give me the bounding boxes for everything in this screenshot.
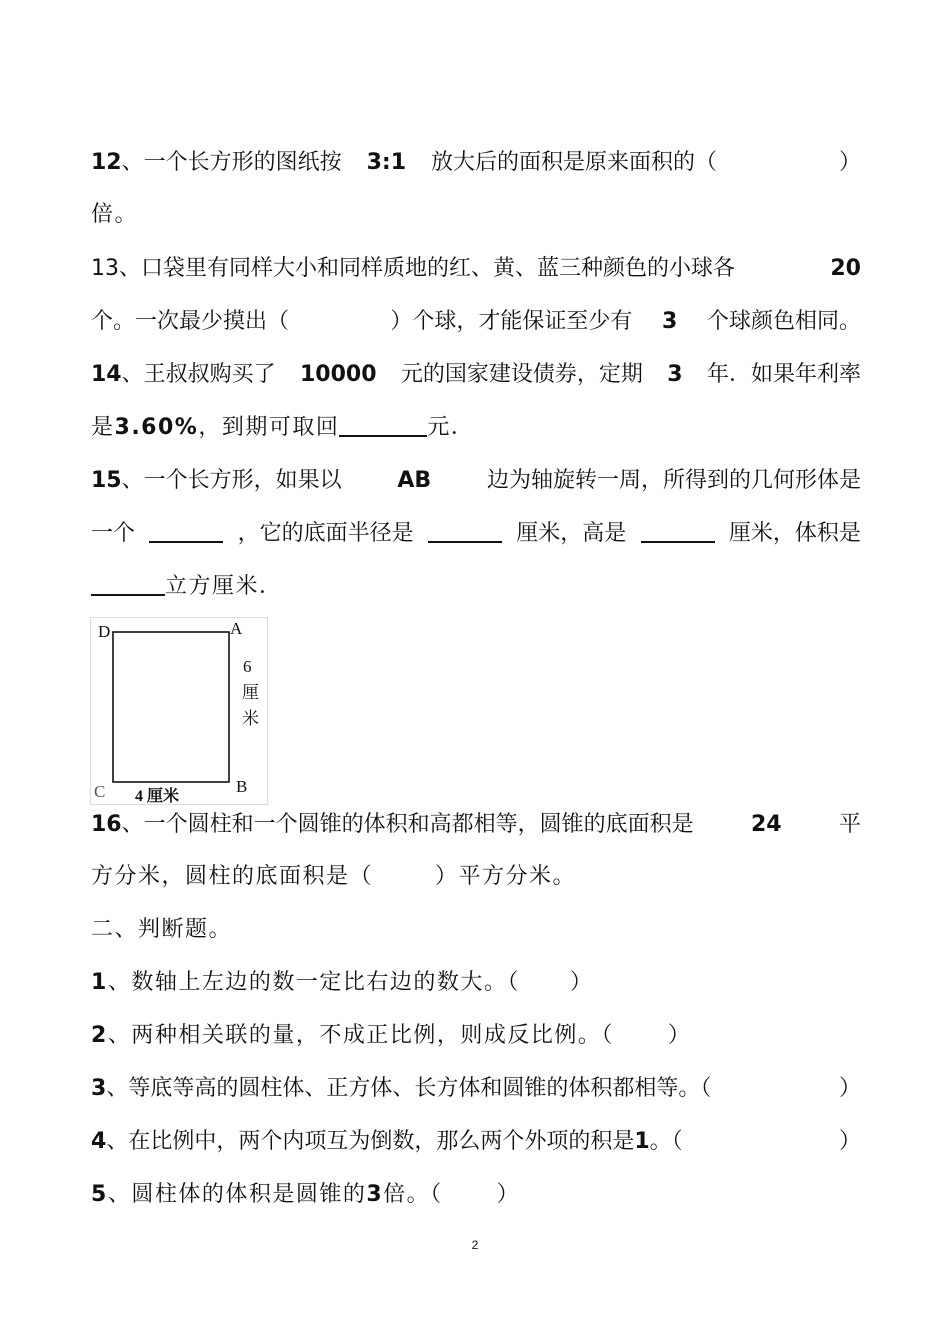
- q16-text-c: 方分米，圆柱的底面积是（: [91, 864, 374, 889]
- q15-volume-blank[interactable]: [91, 572, 165, 596]
- q13-text-b: ）个球，才能保证至少有: [390, 309, 633, 334]
- q15-text-f: 厘米，体积是: [728, 521, 861, 546]
- j3-text: 、等底等高的圆柱体、正方体、长方体和圆锥的体积都相等。（: [106, 1076, 712, 1101]
- q12-number: 12: [91, 150, 122, 175]
- q15-height-blank[interactable]: [641, 519, 715, 543]
- j2-paren-close: ）: [667, 1023, 692, 1048]
- question-14-line-1: [91, 360, 861, 390]
- q16-number: 16: [91, 812, 122, 837]
- q12-ratio: 3:1: [366, 150, 407, 175]
- q14-text-f: 元．: [427, 415, 475, 440]
- q14-number: 14: [91, 362, 122, 387]
- section-2-title: [91, 915, 861, 945]
- question-15-line-2: [91, 519, 861, 549]
- j1-text: 、数轴上左边的数一定比右边的数大。（: [107, 970, 520, 995]
- q15-text-c: 一个: [91, 521, 136, 546]
- vertex-label-a: A: [230, 619, 243, 638]
- side-length-unit-1: 厘: [242, 683, 259, 702]
- j4-number: 4: [91, 1129, 107, 1154]
- j4-text: 、在比例中，两个内项互为倒数，那么两个外项的积是: [106, 1129, 635, 1154]
- q12-paren-close: ）: [838, 150, 861, 175]
- q15-ab: AB: [397, 468, 432, 493]
- question-12-line-1: [91, 148, 861, 178]
- vertex-label-b: B: [236, 777, 248, 796]
- q14-amount: 10000: [300, 362, 377, 387]
- q12-tail: 倍。: [91, 202, 139, 227]
- question-12-line-2: [91, 200, 861, 230]
- j3-paren-close: ）: [838, 1076, 861, 1101]
- judge-4: [91, 1127, 861, 1157]
- q13-count: 20: [830, 256, 861, 281]
- j5-three: 3: [366, 1182, 384, 1207]
- j5-text: 、圆柱体的体积是圆锥的: [107, 1182, 367, 1207]
- q16-area: 24: [751, 812, 782, 837]
- q15-number: 15: [91, 468, 122, 493]
- j3-number: 3: [91, 1076, 107, 1101]
- question-13-line-1: [91, 254, 861, 284]
- j1-paren-close: ）: [569, 970, 594, 995]
- side-length-value: 6: [243, 657, 252, 676]
- side-length-unit-2: 米: [242, 709, 259, 728]
- judge-2: [91, 1021, 861, 1051]
- q12-lead: [91, 148, 342, 178]
- q16-text-b: 平: [838, 812, 861, 837]
- rectangle-figure: [90, 617, 268, 805]
- judge-3: [91, 1074, 861, 1104]
- j5-paren-close: ）: [496, 1182, 521, 1207]
- question-15-line-3: [91, 572, 861, 602]
- q13-text-c: 个球颜色相同。: [706, 309, 861, 334]
- q13-three: 3: [662, 309, 678, 334]
- q14-text-e: ，到期可取回: [198, 415, 340, 440]
- q14-lead: [91, 360, 276, 390]
- q14-text-a: 、王叔叔购买了: [121, 362, 276, 387]
- q14-rate: 3.60%: [114, 415, 199, 440]
- j4-text-2: 。（: [649, 1129, 683, 1154]
- question-15-line-1: [91, 466, 861, 496]
- q13-text-a: 个。一次最少摸出（: [91, 309, 290, 334]
- q16-text-a: 、一个圆柱和一个圆锥的体积和高都相等，圆锥的底面积是: [121, 812, 694, 837]
- question-16-line-1: [91, 810, 861, 840]
- q13-answer-gap[interactable]: [319, 307, 361, 337]
- q16-text-d: ）平方分米。: [435, 864, 577, 889]
- q15-text-e: 厘米，高是: [516, 521, 627, 546]
- q15-text-b: 边为轴旋转一周，所得到的几何形体是: [486, 468, 861, 493]
- j4-paren-close: ）: [838, 1129, 861, 1154]
- q14-text-c: 年．如果年利率: [706, 362, 861, 387]
- q15-text-d: ，它的底面半径是: [237, 521, 414, 546]
- q14-text-d: 是: [91, 415, 115, 440]
- j1-number: 1: [91, 970, 108, 995]
- q14-text-b: 元的国家建设债券，定期: [400, 362, 643, 387]
- question-14-line-2: [91, 413, 861, 443]
- vertex-label-d: D: [98, 622, 111, 641]
- q15-radius-blank[interactable]: [428, 519, 502, 543]
- j2-text: 、两种相关联的量，不成正比例，则成反比例。（: [107, 1023, 614, 1048]
- q15-lead: [91, 466, 342, 496]
- j4-one: 1: [634, 1129, 650, 1154]
- q14-answer-blank[interactable]: [339, 413, 427, 437]
- j5-number: 5: [91, 1182, 108, 1207]
- question-13-line-2: [91, 307, 861, 337]
- vertex-label-c: C: [94, 782, 106, 801]
- q13-text: 13、口袋里有同样大小和同样质地的红、黄、蓝三种颜色的小球各: [91, 256, 735, 281]
- section-2-title-text: 二、判断题。: [91, 917, 233, 942]
- j5-text-2: 倍。（: [383, 1182, 443, 1207]
- page-number: 2: [471, 1238, 479, 1252]
- judge-1: [91, 968, 861, 998]
- q16-lead: [91, 810, 694, 840]
- q12-answer-gap[interactable]: [742, 148, 814, 178]
- bottom-length-label: 4 厘米: [135, 788, 180, 805]
- q14-years: 3: [667, 362, 683, 387]
- question-16-line-2: [91, 862, 861, 892]
- q12-text-a: 、一个长方形的图纸按: [121, 150, 342, 175]
- q12-text-b: 放大后的面积是原来面积的（: [431, 150, 718, 175]
- q15-shape-blank[interactable]: [149, 519, 223, 543]
- j2-number: 2: [91, 1023, 108, 1048]
- judge-5: [91, 1180, 861, 1210]
- q15-text-a: 、一个长方形，如果以: [121, 468, 342, 493]
- q15-text-g: 立方厘米．: [165, 574, 283, 599]
